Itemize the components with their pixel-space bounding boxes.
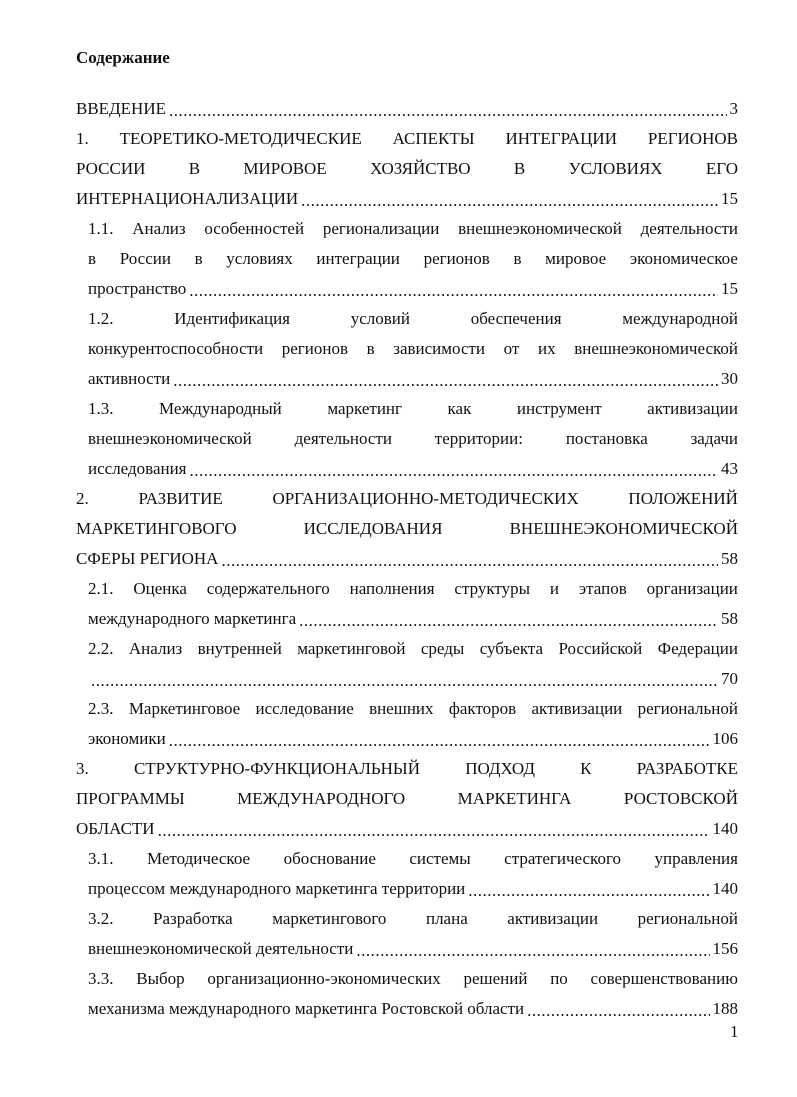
toc-word: региональной bbox=[637, 699, 738, 718]
toc-line bbox=[76, 784, 738, 814]
toc-word: регионов bbox=[423, 249, 490, 268]
toc-entry-title: международного маркетинга bbox=[88, 609, 297, 628]
dot-leader bbox=[91, 666, 718, 696]
toc-entry bbox=[88, 844, 738, 904]
toc-word: внешнеэкономической bbox=[458, 219, 622, 238]
toc-entry bbox=[88, 574, 738, 634]
toc-word: внутренней bbox=[197, 639, 282, 658]
toc-line bbox=[88, 424, 738, 454]
toc-word: особенностей bbox=[204, 219, 305, 238]
toc-word: УСЛОВИЯХ bbox=[568, 159, 663, 178]
toc-word: ВНЕШНЕЭКОНОМИЧЕСКОЙ bbox=[509, 519, 738, 538]
toc-word: организации bbox=[646, 579, 738, 598]
toc-line bbox=[88, 334, 738, 364]
toc-word: 1.2. bbox=[88, 309, 114, 328]
toc-word: внешнеэкономической bbox=[88, 429, 252, 448]
toc-word: факторов bbox=[448, 699, 517, 718]
toc-entry-title: ВВЕДЕНИЕ bbox=[76, 99, 166, 118]
toc-word: Методическое bbox=[146, 849, 251, 868]
toc-word: этапов bbox=[578, 579, 627, 598]
toc-word: 3. bbox=[76, 759, 89, 778]
dot-leader bbox=[169, 96, 727, 126]
toc-word: К bbox=[580, 759, 592, 778]
toc-word: региональной bbox=[637, 909, 738, 928]
toc-word: субъекта bbox=[479, 639, 544, 658]
dot-leader bbox=[190, 456, 718, 486]
toc-word: конкурентоспособности bbox=[88, 339, 264, 358]
toc-word: деятельности bbox=[294, 429, 392, 448]
toc-word: и bbox=[549, 579, 560, 598]
toc-word: по bbox=[550, 969, 568, 988]
toc-line bbox=[88, 994, 738, 1024]
toc-word: 1. bbox=[76, 129, 89, 148]
dot-leader bbox=[169, 726, 710, 756]
toc-line bbox=[88, 394, 738, 424]
toc-entry bbox=[76, 484, 738, 574]
toc-word: внешних bbox=[369, 699, 434, 718]
toc-word: обеспечения bbox=[470, 309, 562, 328]
toc-word: экономическое bbox=[629, 249, 738, 268]
toc-word: ТЕОРЕТИКО-МЕТОДИЧЕСКИЕ bbox=[119, 129, 362, 148]
dot-leader bbox=[189, 276, 718, 306]
toc-word: МАРКЕТИНГОВОГО bbox=[76, 519, 237, 538]
toc-word: условий bbox=[350, 309, 411, 328]
toc-line bbox=[88, 454, 738, 484]
toc-word: РЕГИОНОВ bbox=[647, 129, 738, 148]
toc-word: В bbox=[513, 159, 526, 178]
toc-page-number: 3 bbox=[729, 99, 738, 118]
toc-word: 1.3. bbox=[88, 399, 114, 418]
toc-word: совершенствованию bbox=[590, 969, 738, 988]
toc-entry-title: механизма международного маркетинга Ростовской области bbox=[88, 999, 525, 1018]
toc-entry bbox=[76, 94, 738, 124]
toc-word: системы bbox=[409, 849, 471, 868]
toc-word: решений bbox=[463, 969, 528, 988]
toc-word: зависимости bbox=[393, 339, 486, 358]
toc-entry-title: внешнеэкономической деятельности bbox=[88, 939, 354, 958]
toc-entry-title: исследования bbox=[88, 459, 187, 478]
toc-word: стратегического bbox=[504, 849, 621, 868]
toc-page-number: 70 bbox=[721, 669, 738, 688]
toc-line bbox=[88, 214, 738, 244]
toc-word: 3.2. bbox=[88, 909, 114, 928]
toc-line bbox=[76, 754, 738, 784]
toc-entry-title: пространство bbox=[88, 279, 187, 298]
toc-page-number: 58 bbox=[721, 609, 738, 628]
toc-word: ЕГО bbox=[705, 159, 738, 178]
toc-word: в bbox=[194, 249, 203, 268]
toc-line bbox=[88, 604, 738, 634]
toc-word: Маркетинговое bbox=[128, 699, 241, 718]
toc-word: плана bbox=[425, 909, 468, 928]
toc-word: исследование bbox=[255, 699, 354, 718]
toc-word: РОССИИ bbox=[76, 159, 146, 178]
toc-entry-title: ОБЛАСТИ bbox=[76, 819, 155, 838]
toc-word: активизации bbox=[531, 699, 623, 718]
toc-line bbox=[76, 94, 738, 124]
toc-page-number: 43 bbox=[721, 459, 738, 478]
toc-word: как bbox=[447, 399, 472, 418]
toc-word: управления bbox=[654, 849, 738, 868]
toc-word: территории: bbox=[434, 429, 523, 448]
toc-word: ИССЛЕДОВАНИЯ bbox=[303, 519, 443, 538]
toc-line bbox=[76, 514, 738, 544]
toc-page-number: 15 bbox=[721, 279, 738, 298]
toc-word: МАРКЕТИНГА bbox=[457, 789, 572, 808]
toc-word: В bbox=[188, 159, 201, 178]
toc-word: РАЗВИТИЕ bbox=[138, 489, 223, 508]
toc-word: активизации bbox=[507, 909, 599, 928]
toc-line bbox=[88, 934, 738, 964]
toc-line bbox=[88, 364, 738, 394]
toc-word: СТРУКТУРНО-ФУНКЦИОНАЛЬНЫЙ bbox=[133, 759, 421, 778]
toc-word: 2.2. bbox=[88, 639, 114, 658]
toc-word: внешнеэкономической bbox=[574, 339, 738, 358]
toc-line bbox=[76, 814, 738, 844]
toc-entry bbox=[76, 124, 738, 214]
toc-word: международной bbox=[622, 309, 738, 328]
page-title: Содержание bbox=[76, 48, 170, 67]
toc-word: Федерации bbox=[657, 639, 738, 658]
toc-entry-title: СФЕРЫ РЕГИОНА bbox=[76, 549, 219, 568]
toc-word: 2. bbox=[76, 489, 89, 508]
toc-entry-title: активности bbox=[88, 369, 171, 388]
table-of-contents bbox=[76, 94, 738, 1024]
toc-word: ОРГАНИЗАЦИОННО-МЕТОДИЧЕСКИХ bbox=[272, 489, 579, 508]
toc-line bbox=[76, 484, 738, 514]
dot-leader bbox=[301, 186, 718, 216]
toc-word: Российской bbox=[558, 639, 643, 658]
toc-line bbox=[88, 904, 738, 934]
toc-word: наполнения bbox=[349, 579, 435, 598]
toc-word: ПОДХОД bbox=[465, 759, 535, 778]
toc-word: маркетинговой bbox=[297, 639, 406, 658]
toc-word: маркетинг bbox=[327, 399, 402, 418]
toc-word: в bbox=[366, 339, 375, 358]
toc-line bbox=[76, 154, 738, 184]
toc-word: Анализ bbox=[128, 639, 183, 658]
toc-word: среды bbox=[420, 639, 465, 658]
toc-word: инструмент bbox=[516, 399, 602, 418]
toc-word: мировое bbox=[545, 249, 607, 268]
toc-entry bbox=[88, 694, 738, 754]
toc-line bbox=[88, 244, 738, 274]
toc-line bbox=[88, 964, 738, 994]
toc-word: условиях bbox=[226, 249, 293, 268]
toc-word: 1.1. bbox=[88, 219, 114, 238]
toc-word: маркетингового bbox=[272, 909, 387, 928]
toc-word: в bbox=[88, 249, 97, 268]
dot-leader bbox=[299, 606, 718, 636]
toc-line bbox=[88, 634, 738, 664]
toc-word: обоснование bbox=[283, 849, 376, 868]
toc-word: организационно-экономических bbox=[207, 969, 441, 988]
toc-word: 2.1. bbox=[88, 579, 114, 598]
page-number: 1 bbox=[730, 1022, 739, 1041]
toc-line bbox=[76, 184, 738, 214]
toc-entry bbox=[88, 304, 738, 394]
dot-leader bbox=[221, 546, 718, 576]
toc-word: в bbox=[513, 249, 522, 268]
toc-entry bbox=[88, 964, 738, 1024]
toc-page-number: 30 bbox=[721, 369, 738, 388]
toc-line bbox=[88, 724, 738, 754]
toc-page-number: 156 bbox=[712, 939, 738, 958]
toc-line bbox=[88, 274, 738, 304]
toc-entry bbox=[76, 754, 738, 844]
toc-line bbox=[88, 844, 738, 874]
toc-word: постановка bbox=[565, 429, 648, 448]
toc-word: активизации bbox=[647, 399, 738, 418]
toc-word: МИРОВОЕ bbox=[243, 159, 327, 178]
toc-entry-title: ИНТЕРНАЦИОНАЛИЗАЦИИ bbox=[76, 189, 299, 208]
toc-word: регионализации bbox=[322, 219, 440, 238]
dot-leader bbox=[468, 876, 709, 906]
toc-word: деятельности bbox=[640, 219, 738, 238]
toc-word: структуры bbox=[454, 579, 531, 598]
toc-word: ПОЛОЖЕНИЙ bbox=[628, 489, 738, 508]
toc-word: регионов bbox=[281, 339, 348, 358]
toc-word: задачи bbox=[690, 429, 738, 448]
toc-word: РАЗРАБОТКЕ bbox=[636, 759, 738, 778]
toc-word: Выбор bbox=[136, 969, 185, 988]
toc-page-number: 15 bbox=[721, 189, 738, 208]
toc-word: МЕЖДУНАРОДНОГО bbox=[237, 789, 406, 808]
toc-word: 2.3. bbox=[88, 699, 114, 718]
toc-word: Международный bbox=[159, 399, 282, 418]
toc-word: от bbox=[503, 339, 520, 358]
toc-entry-title: экономики bbox=[88, 729, 166, 748]
toc-page-number: 58 bbox=[721, 549, 738, 568]
toc-entry bbox=[88, 214, 738, 304]
toc-entry-title: процессом международного маркетинга территории bbox=[88, 879, 466, 898]
toc-page-number: 140 bbox=[712, 879, 738, 898]
toc-line bbox=[76, 544, 738, 574]
dot-leader bbox=[356, 936, 709, 966]
toc-word: Идентификация bbox=[174, 309, 291, 328]
toc-word: ПРОГРАММЫ bbox=[76, 789, 185, 808]
toc-word: 3.1. bbox=[88, 849, 114, 868]
toc-word: Оценка bbox=[133, 579, 187, 598]
toc-line bbox=[76, 124, 738, 154]
toc-word: интеграции bbox=[316, 249, 400, 268]
toc-word: 3.3. bbox=[88, 969, 114, 988]
toc-line bbox=[88, 664, 738, 694]
toc-word: Разработка bbox=[153, 909, 233, 928]
toc-page-number: 188 bbox=[712, 999, 738, 1018]
dot-leader bbox=[527, 996, 709, 1026]
toc-entry bbox=[88, 904, 738, 964]
dot-leader bbox=[158, 816, 710, 846]
dot-leader bbox=[173, 366, 718, 396]
toc-page-number: 106 bbox=[712, 729, 738, 748]
toc-word: АСПЕКТЫ bbox=[392, 129, 475, 148]
toc-line bbox=[88, 874, 738, 904]
toc-line bbox=[88, 574, 738, 604]
toc-word: ИНТЕГРАЦИИ bbox=[505, 129, 617, 148]
toc-entry bbox=[88, 634, 738, 694]
toc-word: содержательного bbox=[206, 579, 330, 598]
toc-word: РОСТОВСКОЙ bbox=[623, 789, 738, 808]
toc-line bbox=[88, 694, 738, 724]
toc-word: ХОЗЯЙСТВО bbox=[370, 159, 471, 178]
toc-word: Анализ bbox=[132, 219, 186, 238]
toc-entry bbox=[88, 394, 738, 484]
toc-line bbox=[88, 304, 738, 334]
toc-word: их bbox=[537, 339, 556, 358]
toc-word: России bbox=[119, 249, 171, 268]
toc-page-number: 140 bbox=[712, 819, 738, 838]
